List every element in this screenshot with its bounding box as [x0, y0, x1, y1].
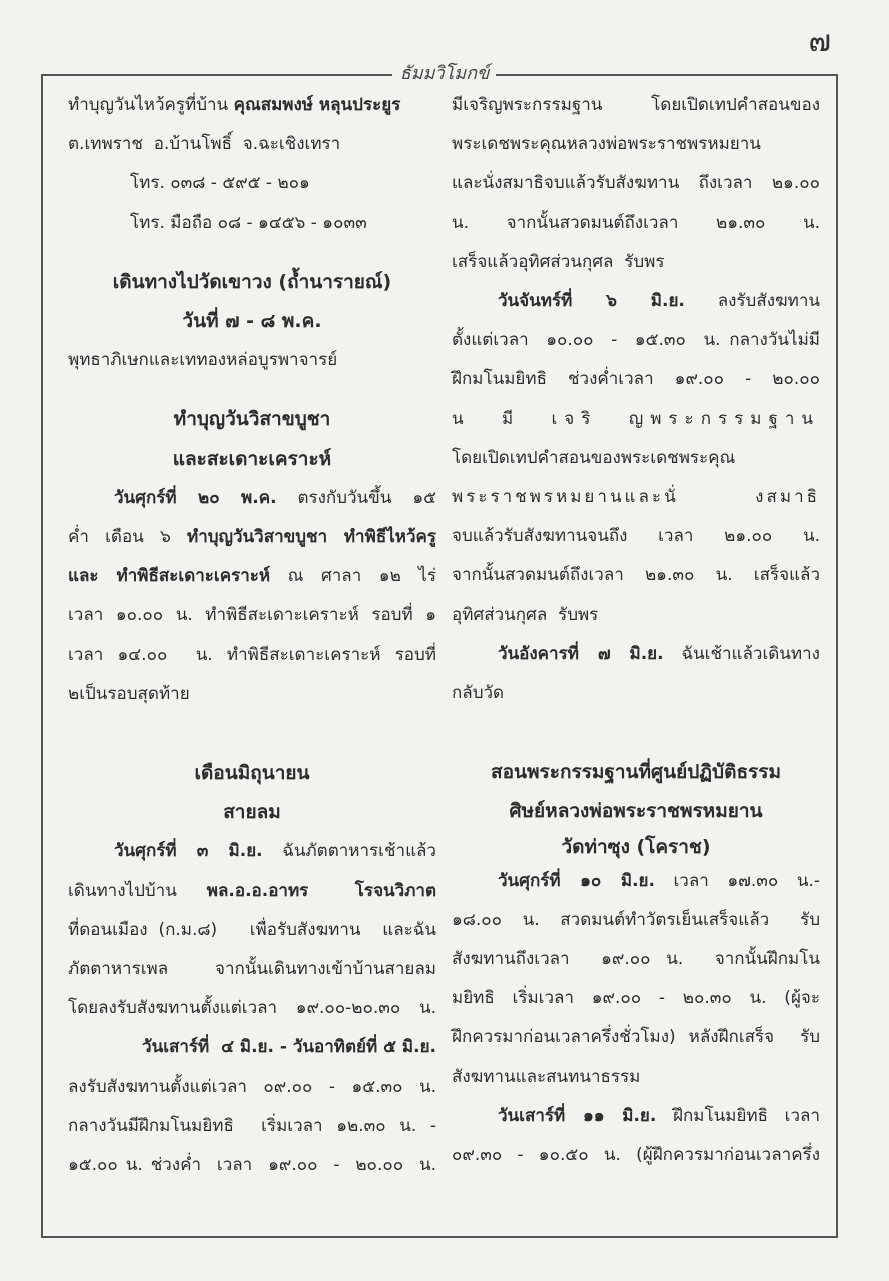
paragraph: สังฆทานและสนทนาธรรม — [452, 1066, 641, 1087]
paragraph: ๒เป็นรอบสุดท้าย — [68, 683, 190, 704]
text: ฉันเช้าแล้วเดินทาง — [663, 643, 820, 664]
section-heading: เดินทางไปวัดเขาวง (ถ้ำนารายณ์) — [112, 270, 392, 293]
paragraph: โดยลงรับสังฆทานตั้งแต่เวลา ๑๙.๐๐-๒๐.๓๐ น. — [68, 998, 436, 1019]
paragraph: ภัตตาหารเพล จากนั้นเดินทางเข้าบ้านสายลม — [68, 959, 436, 980]
section-heading: สอนพระกรรมฐานที่ศูนย์ปฏิบัติธรรม — [491, 761, 781, 784]
paragraph: ลงรับสังฆทานตั้งแต่เวลา ๐๙.๐๐ - ๑๕.๓๐ น. — [68, 1076, 436, 1097]
text: ฉันภัตตาหารเช้าแล้ว — [262, 841, 436, 862]
date-label: วันศุกร์ที่ ๒๐ พ.ค. — [114, 487, 277, 508]
date-label: วันเสาร์ที่ ๑๑ มิ.ย. — [498, 1105, 657, 1126]
text: ฝึกมโนมยิทธิ เวลา — [656, 1105, 820, 1126]
running-header: ธัมมวิโมกข์ — [399, 63, 490, 84]
right-column — [452, 86, 820, 1175]
paragraph: เวลา ๑๐.๐๐ น. ทำพิธีสะเดาะเคราะห์ รอบที่ ๑ — [68, 605, 436, 626]
host-name: คุณสมพงษ์ หลุนประยูร — [233, 95, 401, 115]
paragraph: มยิทธิ เริ่มเวลา ๑๙.๐๐ - ๒๐.๓๐ น. (ผู้จะ — [452, 988, 820, 1009]
section-date: วันที่ ๗ - ๘ พ.ค. — [182, 310, 322, 333]
paragraph — [68, 518, 436, 557]
paragraph — [68, 479, 436, 518]
paragraph: กลับวัด — [452, 683, 505, 704]
paragraph — [68, 872, 436, 911]
paragraph — [68, 86, 436, 125]
paragraph: เวลา ๑๔.๐๐ น. ทำพิธีสะเดาะเคราะห์ รอบที่ — [68, 644, 436, 665]
text: เดินทางไปบ้าน — [68, 880, 207, 901]
mobile-phone: โทร. มือถือ ๐๘ - ๑๔๕๖ - ๑๐๓๓ — [130, 212, 367, 233]
paragraph — [452, 1097, 820, 1136]
paragraph — [452, 635, 820, 674]
paragraph: ที่ดอนเมือง (ก.ม.๘) เพื่อรับสังฆทาน และฉัน — [68, 919, 436, 940]
text: เวลา ๑๗.๓๐ น.- — [654, 870, 820, 891]
paragraph — [68, 832, 436, 871]
paragraph — [452, 282, 820, 321]
paragraph: อุทิศส่วนกุศล รับพร — [452, 604, 599, 625]
paragraph: ฝึกมโนมยิทธิ ช่วงค่ำเวลา ๑๙.๐๐ - ๒๐.๐๐ — [452, 369, 820, 390]
paragraph: พุทธาภิเษกและเททองหล่อบูรพาจารย์ — [68, 350, 338, 371]
section-heading: ศิษย์หลวงพ่อพระราชพรหมยาน — [509, 800, 763, 823]
paragraph: น มี เจริ ญพระกรรมฐาน — [452, 408, 820, 429]
paragraph: กลางวันมีฝึกมโนมยิทธิ เริ่มเวลา ๑๒.๓๐ น. - — [68, 1115, 436, 1136]
section-heading: วัดท่าซุง (โคราช) — [561, 835, 711, 858]
paragraph: จากนั้นสวดมนต์ถึงเวลา ๒๑.๓๐ น. เสร็จแล้ว — [452, 565, 820, 586]
text: ค่ำ เดือน ๖ — [68, 527, 187, 548]
date-label: วันจันทร์ที่ ๖ มิ.ย. — [498, 291, 685, 312]
date-label: วันอังคารที่ ๗ มิ.ย. — [498, 643, 664, 664]
paragraph — [452, 862, 820, 901]
paragraph: พระเดชพระคุณหลวงพ่อพระราชพรหมยาน — [452, 134, 761, 155]
location-heading: สายลม — [223, 801, 281, 824]
section-heading: ทำบุญวันวิสาขบูชา — [173, 408, 331, 431]
phone: โทร. ๐๓๘ - ๕๙๕ - ๒๐๑ — [130, 173, 310, 194]
paragraph: ตั้งแต่เวลา ๑๐.๐๐ - ๑๕.๓๐ น. กลางวันไม่มี — [452, 330, 820, 351]
text: ลงรับสังฆทาน — [684, 291, 821, 312]
paragraph: ฝึกควรมาก่อนเวลาครึ่งชั่วโมง) หลังฝึกเสร็จ รับ — [452, 1027, 820, 1048]
host-name: พล.อ.อ.อาทร โรจนวิภาต — [206, 880, 436, 901]
paragraph: น. จากนั้นสวดมนต์ถึงเวลา ๒๑.๓๐ น. — [452, 212, 820, 233]
paragraph: เสร็จแล้วอุทิศส่วนกุศล รับพร — [452, 251, 665, 272]
paragraph: ๑๕.๐๐ น. ช่วงค่ำ เวลา ๑๙.๐๐ - ๒๐.๐๐ น. — [68, 1155, 436, 1176]
address: ต.เทพราช อ.บ้านโพธิ์ จ.ฉะเชิงเทรา — [68, 134, 341, 155]
left-column — [68, 86, 436, 1185]
emphasis: และ ทำพิธีสะเดาะเคราะห์ — [68, 566, 271, 587]
paragraph: พระราชพรหมยานและนั่ งสมาธิ — [452, 487, 820, 508]
paragraph: ๑๘.๐๐ น. สวดมนต์ทำวัตรเย็นเสร็จแล้ว รับ — [452, 909, 820, 930]
page-number: ๗ — [808, 24, 831, 59]
text: ทำบุญวันไหว้ครูที่บ้าน — [68, 95, 234, 115]
paragraph: ๐๙.๓๐ - ๑๐.๕๐ น. (ผู้ฝึกควรมาก่อนเวลาครึ่ง — [452, 1145, 820, 1166]
emphasis: ทำบุญวันวิสาขบูชา ทำพิธีไหว้ครู — [186, 527, 436, 548]
paragraph: สังฆทานถึงเวลา ๑๙.๐๐ น. จากนั้นฝึกมโน — [452, 949, 820, 970]
paragraph: มีเจริญพระกรรมฐาน โดยเปิดเทปคำสอนของ — [452, 95, 820, 115]
date-label: วันศุกร์ที่ ๑๐ มิ.ย. — [498, 870, 655, 891]
paragraph — [68, 557, 436, 596]
month-heading: เดือนมิถุนายน — [194, 762, 310, 785]
paragraph: โดยเปิดเทปคำสอนของพระเดชพระคุณ — [452, 447, 736, 468]
date-label: วันศุกร์ที่ ๓ มิ.ย. — [114, 841, 263, 862]
text: ตรงกับวันขึ้น ๑๕ — [276, 487, 436, 508]
date-label: วันเสาร์ที่ ๔ มิ.ย. - วันอาทิตย์ที่ ๕ มิ.ย. — [142, 1037, 436, 1058]
paragraph: จบแล้วรับสังฆทานจนถึง เวลา ๒๑.๐๐ น. — [452, 526, 820, 547]
section-heading: และสะเดาะเคราะห์ — [172, 447, 332, 470]
paragraph: และนั่งสมาธิจบแล้วรับสังฆทาน ถึงเวลา ๒๑.๐๐ — [452, 173, 820, 194]
text: ณ ศาลา ๑๒ ไร่ — [270, 566, 436, 587]
